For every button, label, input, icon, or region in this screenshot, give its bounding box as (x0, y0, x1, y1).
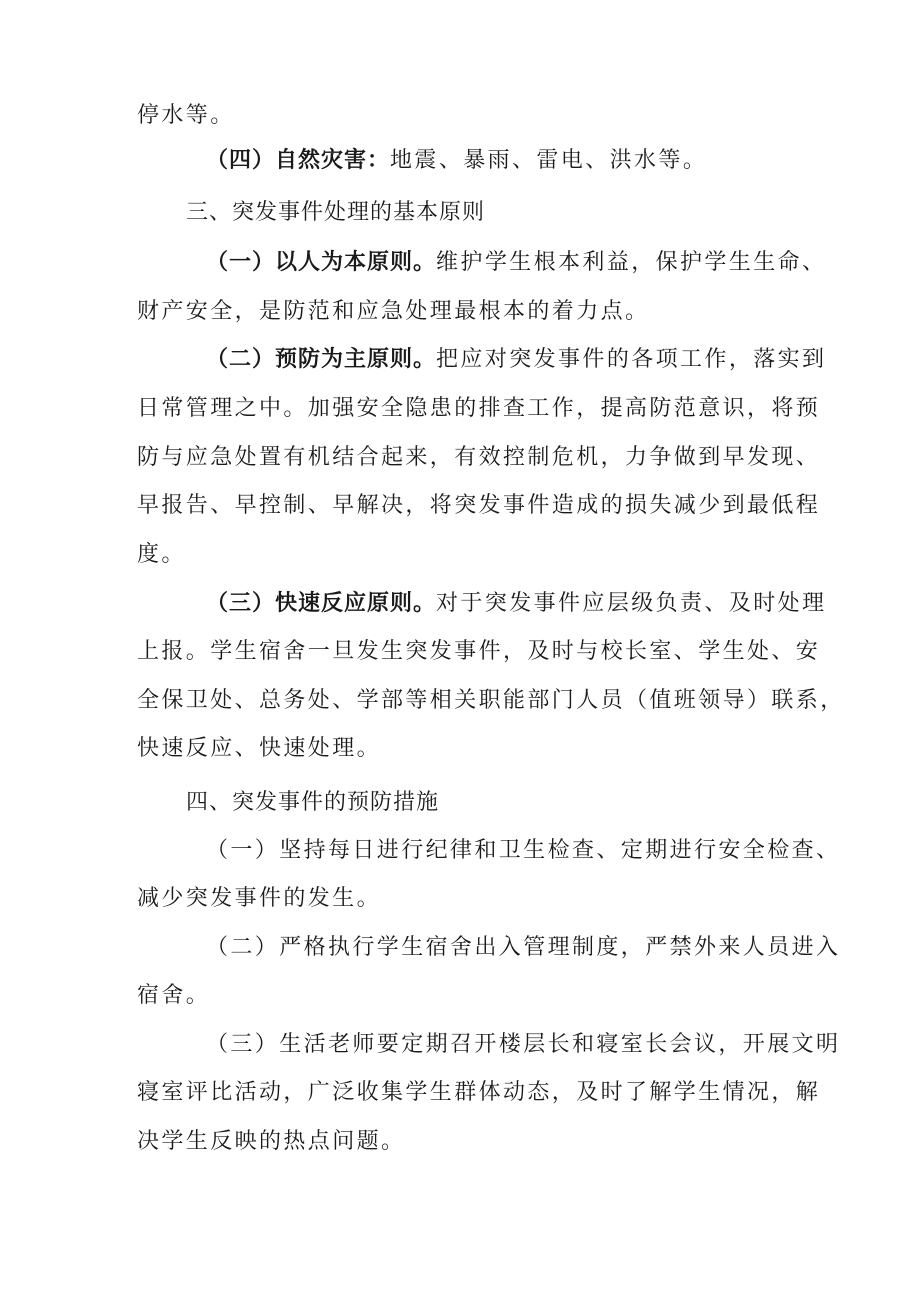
paragraph-line: 早报告、早控制、早解决，将突发事件造成的损失减少到最低程 (137, 493, 821, 518)
paragraph-line: 宿舍。 (137, 983, 211, 1008)
item-lead-label: （四）自然灾害： (206, 148, 391, 173)
paragraph-line: 上报。学生宿舍一旦发生突发事件，及时与校长室、学生处、安 (137, 639, 821, 664)
paragraph-line: 快速反应、快速处理。 (137, 736, 382, 761)
item-text: 对于突发事件应层级负责、及时处理 (436, 591, 827, 616)
paragraph-line: 减少突发事件的发生。 (137, 886, 382, 911)
item-text: 维护学生根本利益，保护学生生命、 (436, 250, 827, 275)
section-heading: 四、突发事件的预防措施 (186, 790, 440, 815)
paragraph-line: （一）坚持每日进行纪律和卫生检查、定期进行安全检查、 (206, 838, 841, 863)
paragraph-line (206, 589, 826, 619)
paragraph-line (206, 146, 707, 176)
section-heading: 三、突发事件处理的基本原则 (186, 200, 486, 225)
paragraph-line: （三）生活老师要定期召开楼层长和寝室长会议，开展文明 (206, 1032, 841, 1057)
item-text: 地震、暴雨、雷电、洪水等。 (390, 148, 708, 173)
paragraph-line: 度。 (137, 542, 186, 567)
principle-title: （三）快速反应原则。 (206, 591, 437, 616)
paragraph-line: 财产安全，是防范和应急处理最根本的着力点。 (137, 299, 650, 324)
paragraph-line: 停水等。 (137, 103, 235, 128)
principle-title: （二）预防为主原则。 (206, 347, 437, 372)
paragraph-line: 寝室评比活动，广泛收集学生群体动态，及时了解学生情况，解 (137, 1080, 821, 1105)
principle-title: （一）以人为本原则。 (206, 250, 437, 275)
paragraph-line: 防与应急处置有机结合起来，有效控制危机，力争做到早发现、 (137, 445, 821, 470)
paragraph-line: （二）严格执行学生宿舍出入管理制度，严禁外来人员进入 (206, 935, 841, 960)
paragraph-line: 全保卫处、总务处、学部等相关职能部门人员（值班领导）联系， (137, 688, 845, 713)
paragraph-line: 决学生反映的热点问题。 (137, 1129, 406, 1154)
item-text: 把应对突发事件的各项工作，落实到 (436, 347, 827, 372)
paragraph-line: 日常管理之中。加强安全隐患的排查工作，提高防范意识，将预 (137, 396, 821, 421)
paragraph-line (206, 248, 826, 278)
paragraph-line (206, 345, 826, 375)
